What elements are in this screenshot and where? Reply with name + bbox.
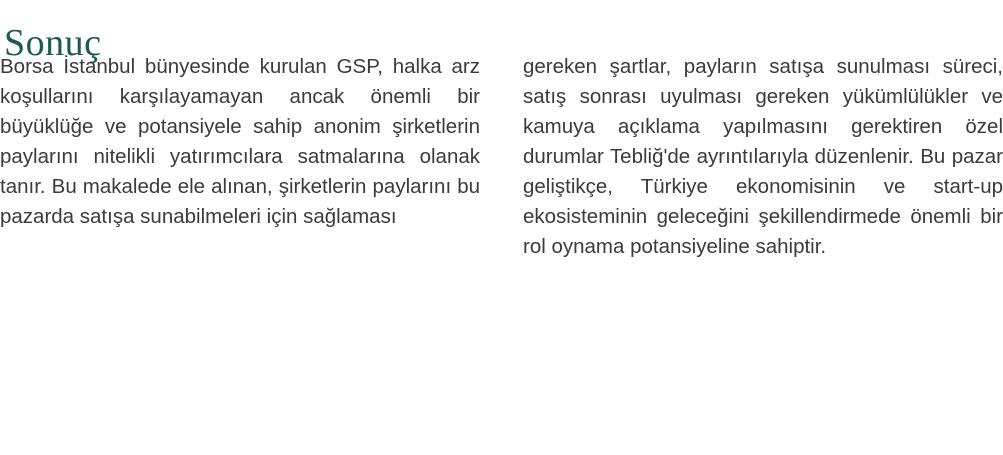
two-column-body [0,52,1003,262]
page-title: Sonuç [4,22,102,65]
column-right [523,52,1003,262]
column-left [0,52,480,262]
paragraph-left: Borsa İstanbul bünyesinde kurulan GSP, halka arz koşullarını karşılayamayan ancak önemli bir büyüklüğe ve potansiyele sahip anonim şirketlerin paylarını nitelikli yatırımcılara satmalarına olanak tanır. Bu makalede ele alınan, şirketlerin paylarını bu pazarda satışa sunabilmeleri için sağlaması [0,55,480,228]
paragraph-right: gereken şartlar, payların satışa sunulması süreci, satış sonrası uyulması gereken yükümlülükler ve kamuya açıklama yapılmasını gerektiren özel durumlar Tebliğ'de ayrıntılarıyla düzenlenir. Bu pazar geliştikçe, Türkiye ekonomisinin ve start-up ekosisteminin geleceğini şekillendirmede önemli bir rol oynama potansiyeline sahiptir. [523,55,1003,258]
